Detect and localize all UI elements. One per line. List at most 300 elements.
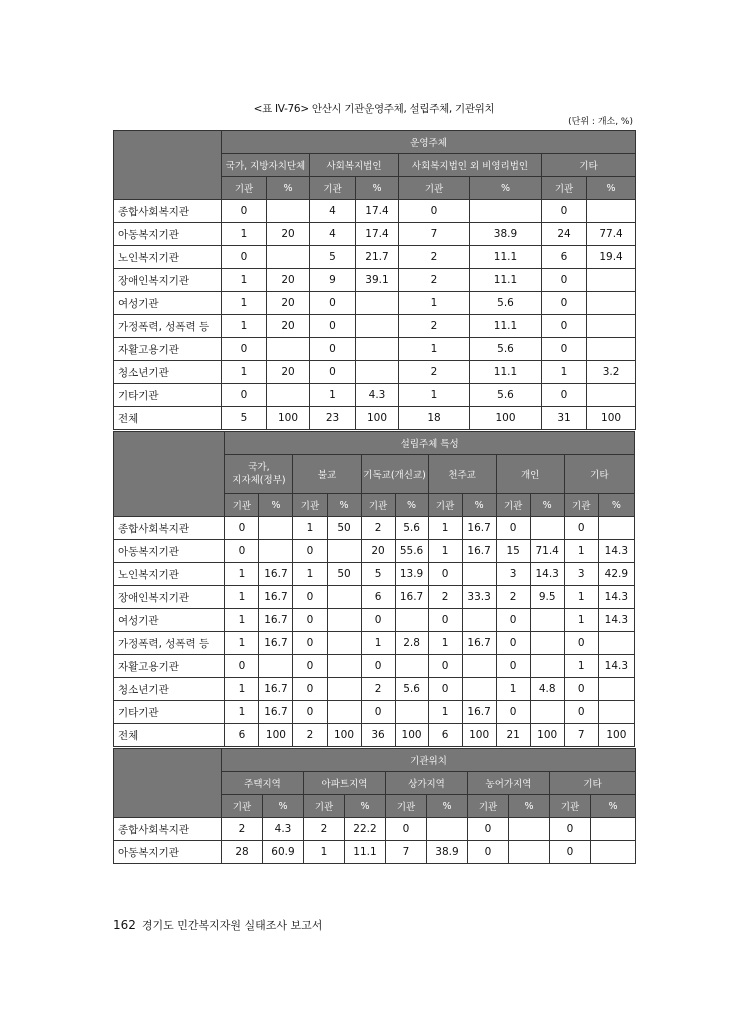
table-cell: 5.6	[470, 292, 542, 315]
table-cell: 20	[361, 540, 395, 563]
group-header: 국가, 지자체(정부)	[225, 455, 293, 494]
table-cell: 20	[267, 361, 310, 384]
table-row	[114, 701, 635, 724]
table-cell: 1	[293, 563, 327, 586]
column-header: 기관	[386, 795, 427, 818]
row-label: 여성기관	[114, 292, 222, 315]
table-cell: 1	[304, 841, 345, 864]
table-cell	[267, 200, 310, 223]
table-row	[114, 818, 636, 841]
table-cell: 60.9	[263, 841, 304, 864]
table-cell: 0	[542, 292, 587, 315]
column-header: 기관	[564, 494, 598, 517]
column-header: %	[462, 494, 496, 517]
table-row	[114, 724, 635, 747]
table-cell: 100	[587, 407, 636, 430]
page-footer	[113, 917, 322, 933]
report-name: 경기도 민간복지자원 실태조사 보고서	[141, 919, 323, 932]
table-cell: 16.7	[259, 563, 293, 586]
column-header: %	[598, 494, 634, 517]
table-cell	[587, 384, 636, 407]
table-cell: 1	[225, 563, 259, 586]
table-cell: 20	[267, 315, 310, 338]
table-cell: 4	[310, 200, 356, 223]
column-header: 기관	[399, 177, 470, 200]
table-cell	[530, 632, 564, 655]
table-cell: 18	[399, 407, 470, 430]
table-cell: 0	[293, 678, 327, 701]
group-header: 국가, 지방자치단체	[222, 154, 310, 177]
table-cell	[267, 384, 310, 407]
table-cell: 31	[542, 407, 587, 430]
table-cell: 5.6	[470, 338, 542, 361]
table-cell	[591, 818, 636, 841]
column-header: 기관	[361, 494, 395, 517]
column-header: 기관	[225, 494, 259, 517]
table-cell: 0	[496, 517, 530, 540]
table-cell: 5	[361, 563, 395, 586]
group-header: 사회복지법인	[310, 154, 399, 177]
table-cell	[587, 200, 636, 223]
group-header: 농어가지역	[468, 772, 550, 795]
table-cell: 16.7	[259, 632, 293, 655]
table-cell: 1	[225, 632, 259, 655]
table-cell	[530, 609, 564, 632]
table-cell: 0	[386, 818, 427, 841]
page-number: 162	[113, 918, 136, 932]
table-cell: 2	[361, 517, 395, 540]
row-label: 자활고용기관	[114, 338, 222, 361]
table-cell: 15	[496, 540, 530, 563]
table-cell: 0	[293, 701, 327, 724]
table-cell: 100	[598, 724, 634, 747]
table-cell: 77.4	[587, 223, 636, 246]
column-header: %	[587, 177, 636, 200]
table-cell: 0	[428, 678, 462, 701]
table-cell: 100	[327, 724, 361, 747]
table-cell: 14.3	[598, 609, 634, 632]
table-row	[114, 246, 636, 269]
operating-entity-table	[113, 130, 636, 430]
column-header: 기관	[304, 795, 345, 818]
table-cell	[395, 701, 428, 724]
row-label: 노인복지기관	[114, 246, 222, 269]
table-cell: 2	[428, 586, 462, 609]
table-cell: 3	[496, 563, 530, 586]
table-cell: 5	[222, 407, 267, 430]
column-header: 기관	[550, 795, 591, 818]
column-header: %	[327, 494, 361, 517]
table-cell	[267, 246, 310, 269]
table-cell: 1	[564, 655, 598, 678]
table-cell: 6	[225, 724, 259, 747]
table-cell: 2	[399, 246, 470, 269]
table-cell: 22.2	[345, 818, 386, 841]
table-cell: 1	[399, 292, 470, 315]
table-cell: 16.7	[259, 609, 293, 632]
table-cell	[598, 517, 634, 540]
table-cell: 0	[468, 841, 509, 864]
table-cell: 11.1	[470, 269, 542, 292]
table-cell: 50	[327, 517, 361, 540]
table-cell: 6	[361, 586, 395, 609]
column-header: %	[356, 177, 399, 200]
table-cell: 14.3	[598, 540, 634, 563]
table-cell: 100	[530, 724, 564, 747]
table-cell	[356, 315, 399, 338]
table-cell: 11.1	[470, 246, 542, 269]
table-cell: 36	[361, 724, 395, 747]
row-label: 가정폭력, 성폭력 등	[114, 315, 222, 338]
table-row	[114, 678, 635, 701]
group-header: 개인	[496, 455, 564, 494]
table-row	[114, 315, 636, 338]
table-cell: 100	[395, 724, 428, 747]
table-cell: 4.3	[263, 818, 304, 841]
table-cell: 9	[310, 269, 356, 292]
table-cell: 3	[564, 563, 598, 586]
row-label: 종합사회복지관	[114, 200, 222, 223]
table-cell: 0	[542, 200, 587, 223]
table-cell: 0	[428, 655, 462, 678]
table-cell: 2	[293, 724, 327, 747]
table-cell	[327, 678, 361, 701]
column-header: %	[259, 494, 293, 517]
table-cell: 0	[293, 632, 327, 655]
table-cell: 0	[225, 655, 259, 678]
table-cell: 1	[222, 361, 267, 384]
table-cell: 0	[564, 701, 598, 724]
table-cell	[462, 563, 496, 586]
table-cell	[587, 315, 636, 338]
table-cell	[427, 818, 468, 841]
table-cell: 5.6	[395, 517, 428, 540]
table-cell	[327, 632, 361, 655]
table-cell: 0	[225, 517, 259, 540]
group-header: 기독교(개신교)	[361, 455, 428, 494]
table-cell: 13.9	[395, 563, 428, 586]
row-label: 기타기관	[114, 384, 222, 407]
row-label: 아동복지기관	[114, 841, 222, 864]
table-cell: 2	[399, 361, 470, 384]
table-cell: 3.2	[587, 361, 636, 384]
table-cell: 0	[222, 338, 267, 361]
table-cell: 0	[222, 200, 267, 223]
table-cell: 2	[399, 315, 470, 338]
table-cell	[327, 609, 361, 632]
table-row	[114, 338, 636, 361]
group-header: 천주교	[428, 455, 496, 494]
table-cell	[530, 655, 564, 678]
table-cell	[267, 338, 310, 361]
table-cell: 0	[293, 586, 327, 609]
table-cell: 0	[496, 632, 530, 655]
table-cell: 4	[310, 223, 356, 246]
table-row	[114, 384, 636, 407]
table-cell: 1	[399, 384, 470, 407]
founding-entity-table	[113, 431, 635, 747]
table-cell: 0	[496, 655, 530, 678]
table-cell: 100	[470, 407, 542, 430]
table-cell	[587, 269, 636, 292]
table-cell: 16.7	[259, 678, 293, 701]
table-cell: 0	[564, 632, 598, 655]
row-label: 종합사회복지관	[114, 517, 225, 540]
table-cell: 0	[310, 361, 356, 384]
table-cell	[395, 655, 428, 678]
table-cell: 1	[564, 540, 598, 563]
table-cell: 1	[564, 609, 598, 632]
column-header: 기관	[542, 177, 587, 200]
table-cell: 100	[462, 724, 496, 747]
table-cell	[598, 701, 634, 724]
table-cell: 17.4	[356, 223, 399, 246]
table-cell: 11.1	[470, 361, 542, 384]
table-cell: 0	[428, 609, 462, 632]
table-cell: 7	[399, 223, 470, 246]
table-cell: 38.9	[427, 841, 468, 864]
group-header: 기타	[550, 772, 636, 795]
table-cell: 38.9	[470, 223, 542, 246]
table-cell: 1	[361, 632, 395, 655]
group-header: 기타	[564, 455, 634, 494]
table-cell: 1	[222, 223, 267, 246]
location-table	[113, 748, 636, 864]
table-cell: 14.3	[598, 586, 634, 609]
table-cell: 0	[225, 540, 259, 563]
table-cell: 0	[564, 678, 598, 701]
table-cell: 16.7	[462, 632, 496, 655]
table-cell: 24	[542, 223, 587, 246]
section-heading: 운영주체	[222, 131, 636, 154]
table-cell: 16.7	[462, 701, 496, 724]
table-cell: 0	[293, 655, 327, 678]
table-cell: 0	[550, 841, 591, 864]
table-cell: 0	[496, 609, 530, 632]
table-cell: 1	[222, 292, 267, 315]
row-label: 여성기관	[114, 609, 225, 632]
table-cell: 1	[222, 269, 267, 292]
header-blank	[114, 131, 222, 200]
group-header: 주택지역	[222, 772, 304, 795]
table-cell: 1	[225, 701, 259, 724]
table-cell: 1	[293, 517, 327, 540]
group-header: 불교	[293, 455, 361, 494]
table-cell: 0	[428, 563, 462, 586]
table-cell	[470, 200, 542, 223]
table-cell: 7	[564, 724, 598, 747]
table-cell	[530, 517, 564, 540]
row-label: 전체	[114, 724, 225, 747]
group-header: 아파트지역	[304, 772, 386, 795]
row-label: 전체	[114, 407, 222, 430]
table-cell: 19.4	[587, 246, 636, 269]
table-cell	[259, 540, 293, 563]
table-cell: 1	[428, 632, 462, 655]
table-cell: 0	[399, 200, 470, 223]
table-row	[114, 540, 635, 563]
column-header: 기관	[222, 795, 263, 818]
table-cell: 6	[542, 246, 587, 269]
table-cell: 100	[267, 407, 310, 430]
column-header: %	[395, 494, 428, 517]
table-cell	[327, 655, 361, 678]
table-row	[114, 407, 636, 430]
table-cell: 55.6	[395, 540, 428, 563]
table-cell: 2	[399, 269, 470, 292]
table-cell: 17.4	[356, 200, 399, 223]
table-cell: 0	[542, 384, 587, 407]
table-cell: 1	[399, 338, 470, 361]
table-row	[114, 609, 635, 632]
table-cell	[327, 701, 361, 724]
column-header: %	[427, 795, 468, 818]
table-cell: 0	[310, 292, 356, 315]
column-header: %	[509, 795, 550, 818]
table-cell: 33.3	[462, 586, 496, 609]
table-cell: 0	[468, 818, 509, 841]
table-cell: 39.1	[356, 269, 399, 292]
table-cell: 14.3	[598, 655, 634, 678]
row-label: 가정폭력, 성폭력 등	[114, 632, 225, 655]
table-cell: 20	[267, 269, 310, 292]
table-cell: 2	[496, 586, 530, 609]
table-cell	[598, 632, 634, 655]
table-cell: 1	[564, 586, 598, 609]
table-cell: 11.1	[470, 315, 542, 338]
table-cell	[356, 361, 399, 384]
column-header: %	[345, 795, 386, 818]
column-header: %	[267, 177, 310, 200]
row-label: 청소년기관	[114, 361, 222, 384]
column-header: 기관	[428, 494, 462, 517]
table-cell: 11.1	[345, 841, 386, 864]
table-cell	[356, 292, 399, 315]
table-cell: 1	[428, 701, 462, 724]
table-cell	[509, 818, 550, 841]
row-label: 아동복지기관	[114, 540, 225, 563]
table-cell: 0	[550, 818, 591, 841]
table-cell: 50	[327, 563, 361, 586]
table-title: <표 IV-76> 안산시 기관운영주체, 설립주체, 기관위치	[253, 103, 495, 115]
table-cell	[462, 655, 496, 678]
table-cell: 5.6	[470, 384, 542, 407]
table-row	[114, 269, 636, 292]
table-cell	[327, 586, 361, 609]
header-blank	[114, 432, 225, 517]
table-cell: 0	[310, 338, 356, 361]
column-header: %	[470, 177, 542, 200]
table-cell: 2	[361, 678, 395, 701]
table-cell: 1	[496, 678, 530, 701]
table-cell: 100	[259, 724, 293, 747]
table-cell: 21.7	[356, 246, 399, 269]
table-row	[114, 517, 635, 540]
table-cell: 4.8	[530, 678, 564, 701]
table-cell: 1	[310, 384, 356, 407]
table-cell: 1	[428, 517, 462, 540]
row-label: 장애인복지기관	[114, 269, 222, 292]
table-row	[114, 632, 635, 655]
row-label: 종합사회복지관	[114, 818, 222, 841]
table-row	[114, 200, 636, 223]
table-cell: 42.9	[598, 563, 634, 586]
table-cell: 1	[225, 586, 259, 609]
table-cell: 1	[542, 361, 587, 384]
row-label: 노인복지기관	[114, 563, 225, 586]
table-cell: 1	[428, 540, 462, 563]
table-row	[114, 223, 636, 246]
table-row	[114, 841, 636, 864]
table-row	[114, 361, 636, 384]
table-cell: 20	[267, 223, 310, 246]
table-cell: 0	[361, 609, 395, 632]
table-cell: 6	[428, 724, 462, 747]
column-header: 기관	[293, 494, 327, 517]
column-header: %	[530, 494, 564, 517]
table-cell: 71.4	[530, 540, 564, 563]
table-cell: 2.8	[395, 632, 428, 655]
table-cell	[356, 338, 399, 361]
table-cell: 1	[222, 315, 267, 338]
table-cell: 0	[564, 517, 598, 540]
table-cell	[327, 540, 361, 563]
table-cell: 2	[304, 818, 345, 841]
column-header: %	[591, 795, 636, 818]
table-cell: 0	[361, 655, 395, 678]
row-label: 장애인복지기관	[114, 586, 225, 609]
column-header: 기관	[310, 177, 356, 200]
table-cell: 0	[222, 384, 267, 407]
table-cell: 2	[222, 818, 263, 841]
section-heading: 설립주체 특성	[225, 432, 635, 455]
table-cell: 21	[496, 724, 530, 747]
column-header: 기관	[496, 494, 530, 517]
table-cell: 0	[496, 701, 530, 724]
table-cell: 0	[222, 246, 267, 269]
column-header: %	[263, 795, 304, 818]
table-row	[114, 292, 636, 315]
table-cell	[587, 338, 636, 361]
table-cell: 20	[267, 292, 310, 315]
table-cell	[259, 517, 293, 540]
table-cell	[259, 655, 293, 678]
section-heading: 기관위치	[222, 749, 636, 772]
table-cell: 16.7	[259, 586, 293, 609]
table-cell: 16.7	[259, 701, 293, 724]
table-cell: 16.7	[395, 586, 428, 609]
table-cell: 0	[542, 315, 587, 338]
table-cell: 16.7	[462, 517, 496, 540]
column-header: 기관	[222, 177, 267, 200]
table-cell: 0	[361, 701, 395, 724]
table-cell: 5.6	[395, 678, 428, 701]
table-cell: 9.5	[530, 586, 564, 609]
table-cell: 0	[293, 540, 327, 563]
unit-note: (단위 : 개소, %)	[568, 117, 633, 127]
table-cell: 7	[386, 841, 427, 864]
table-row	[114, 586, 635, 609]
table-cell: 0	[542, 269, 587, 292]
table-cell	[462, 609, 496, 632]
table-cell: 1	[225, 678, 259, 701]
table-cell	[598, 678, 634, 701]
table-cell: 23	[310, 407, 356, 430]
table-cell	[395, 609, 428, 632]
table-cell: 16.7	[462, 540, 496, 563]
table-cell: 1	[225, 609, 259, 632]
header-blank	[114, 749, 222, 818]
